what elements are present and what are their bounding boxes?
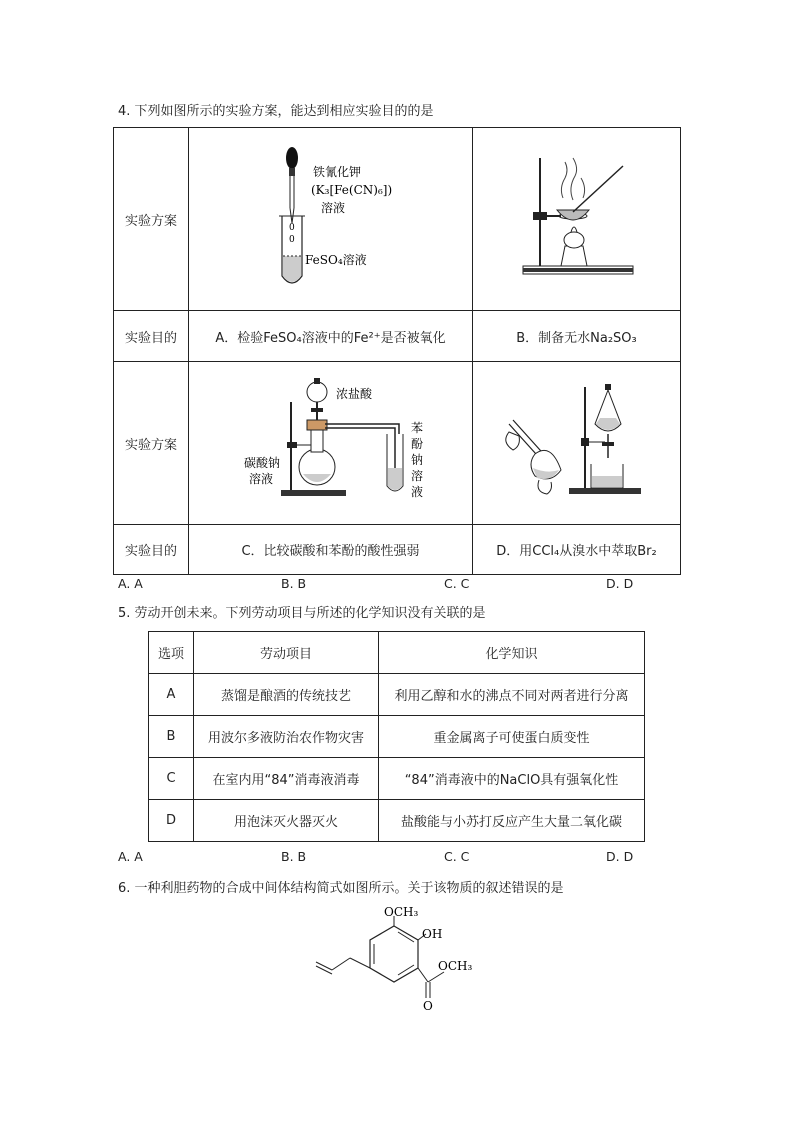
label-formula: (K₃[Fe(CN)₆]) <box>311 183 393 197</box>
label-oh: OH <box>422 927 443 941</box>
q5-header-option: 选项 <box>149 632 194 674</box>
q5-option-d[interactable]: D. D <box>606 849 634 864</box>
q5-header-chem: 化学知识 <box>379 632 645 674</box>
figure-c-cell <box>189 362 473 525</box>
figure-b-evaporating-dish <box>473 128 680 306</box>
figure-c-acid-strength-apparatus <box>189 362 472 520</box>
q4-option-c[interactable]: C. C <box>444 576 470 591</box>
q5-option-c[interactable]: C. C <box>444 849 470 864</box>
label-solution-2: 溶液 <box>249 472 274 486</box>
figure-a-cell <box>189 128 473 311</box>
svg-text:苯: 苯 <box>411 421 424 435</box>
q5-stem: 5. 劳动开创未来。下列劳动项目与所述的化学知识没有关联的是 <box>118 606 486 621</box>
table-row: A 蒸馏是酿酒的传统技艺 利用乙醇和水的沸点不同对两者进行分离 <box>149 674 645 716</box>
purpose-c: C．比较碳酸和苯酚的酸性强弱 <box>189 525 473 575</box>
label-solution-1: 溶液 <box>321 201 346 215</box>
row-label-scheme-1: 实验方案 <box>114 128 189 311</box>
label-och3-top: OCH₃ <box>384 905 419 919</box>
q4-option-b[interactable]: B. B <box>281 576 307 591</box>
q5-option-b[interactable]: B. B <box>281 849 307 864</box>
q5-header-labor: 劳动项目 <box>194 632 379 674</box>
q6-structure <box>310 902 500 1012</box>
label-feso4: FeSO₄溶液 <box>305 253 367 267</box>
q5-table <box>148 631 645 842</box>
table-row: B 用波尔多液防治农作物灾害 重金属离子可使蛋白质变性 <box>149 716 645 758</box>
label-och3-ester: OCH₃ <box>438 959 473 973</box>
row-label-scheme-2: 实验方案 <box>114 362 189 525</box>
purpose-a: A．检验FeSO₄溶液中的Fe²⁺是否被氧化 <box>189 311 473 362</box>
svg-text:0: 0 <box>289 235 295 245</box>
q6-stem: 6. 一种利胆药物的合成中间体结构简式如图所示。关于该物质的叙述错误的是 <box>118 881 564 896</box>
svg-text:酚: 酚 <box>411 437 424 451</box>
row-label-purpose-2: 实验目的 <box>114 525 189 575</box>
label-potassium-ferricyanide: 铁氰化钾 <box>313 165 362 179</box>
row-label-purpose-1: 实验目的 <box>114 311 189 362</box>
q4-table <box>113 127 681 575</box>
q4-option-d[interactable]: D. D <box>606 576 634 591</box>
q4-option-a[interactable]: A. A <box>118 576 143 591</box>
table-row: C 在室内用“84”消毒液消毒 “84”消毒液中的NaClO具有强氧化性 <box>149 758 645 800</box>
figure-d-cell <box>473 362 681 525</box>
q5-option-a[interactable]: A. A <box>118 849 143 864</box>
label-sodium-carbonate: 碳酸钠 <box>244 456 281 470</box>
svg-text:0: 0 <box>289 223 295 233</box>
svg-text:溶: 溶 <box>411 469 424 483</box>
figure-a-test-tube-dropper <box>189 128 472 306</box>
label-carbonyl-o: O <box>423 999 433 1012</box>
purpose-d: D．用CCl₄从溴水中萃取Br₂ <box>473 525 681 575</box>
figure-b-cell <box>473 128 681 311</box>
svg-text:液: 液 <box>411 485 424 499</box>
q4-stem: 4. 下列如图所示的实验方案，能达到相应实验目的的是 <box>118 104 434 119</box>
svg-text:钠: 钠 <box>411 453 424 467</box>
purpose-b: B．制备无水Na₂SO₃ <box>473 311 681 362</box>
table-row: D 用泡沫灭火器灭火 盐酸能与小苏打反应产生大量二氧化碳 <box>149 800 645 842</box>
label-conc-hcl: 浓盐酸 <box>336 387 373 401</box>
figure-d-extraction <box>473 362 680 520</box>
